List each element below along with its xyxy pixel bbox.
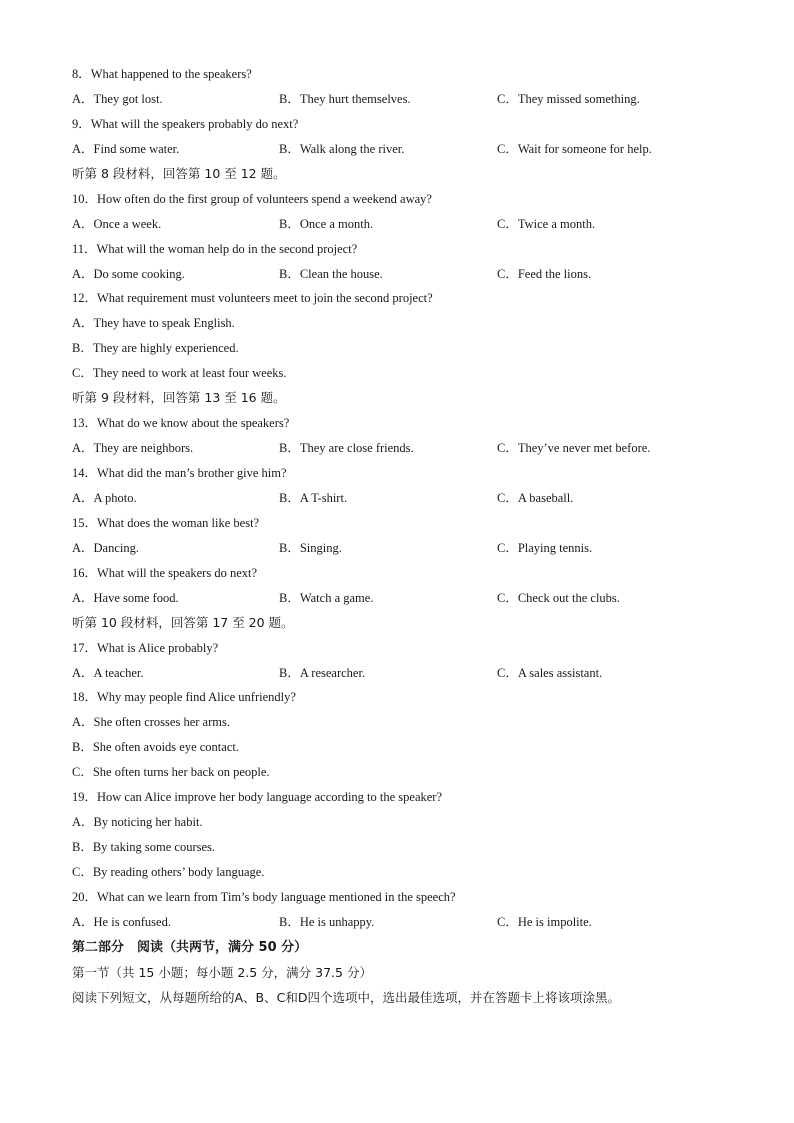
options-row-q14 xyxy=(72,486,732,511)
option-q14-a: A．A photo. xyxy=(72,490,137,505)
option-q10-c: C．Twice a month. xyxy=(497,216,596,231)
option-q9-a: A．Find some water. xyxy=(72,141,180,156)
part-two xyxy=(72,936,732,1011)
option-q13-b: B．They are close friends. xyxy=(279,441,414,456)
option-q19-c: C．By reading others’ body language. xyxy=(72,865,265,879)
question-stem-q12: 12．What requirement must volunteers meet to join the second project? xyxy=(72,291,433,306)
question-stem-q18: 18．Why may people find Alice unfriendly? xyxy=(72,690,296,705)
question-stem-q8: 8．What happened to the speakers? xyxy=(72,67,252,81)
option-q17-c: C．A sales assistant. xyxy=(497,665,603,680)
option-q12-a: A．They have to speak English. xyxy=(72,316,235,331)
question-stem-q13: 13．What do we know about the speakers? xyxy=(72,416,290,431)
option-q16-a: A．Have some food. xyxy=(72,590,179,605)
option-q8-b: B．They hurt themselves. xyxy=(279,91,411,106)
option-q19-a: A．By noticing her habit. xyxy=(72,815,203,830)
exam-page xyxy=(72,62,732,935)
option-q15-a: A．Dancing. xyxy=(72,540,139,555)
option-q17-b: B．A researcher. xyxy=(279,665,366,680)
question-stem-q9: 9．What will the speakers probably do next? xyxy=(72,116,299,131)
option-q11-b: B．Clean the house. xyxy=(279,266,383,281)
option-q17-a: A．A teacher. xyxy=(72,665,144,680)
section-instruction: 听第 10 段材料，回答第 17 至 20 题。 xyxy=(72,614,294,630)
option-q10-b: B．Once a month. xyxy=(279,216,374,231)
options-row-q16 xyxy=(72,586,732,611)
question-stem-q14: 14．What did the man’s brother give him? xyxy=(72,466,287,480)
options-row-q17 xyxy=(72,661,732,686)
option-q13-a: A．They are neighbors. xyxy=(72,441,194,456)
option-q20-b: B．He is unhappy. xyxy=(279,914,375,929)
options-row-q20 xyxy=(72,910,732,935)
option-q15-c: C．Playing tennis. xyxy=(497,540,593,555)
reading-instruction: 阅读下列短文，从每题所给的A、B、C和D四个选项中，选出最佳选项，并在答题卡上将该项涂黑。 xyxy=(72,989,620,1005)
options-row-q11 xyxy=(72,262,732,287)
section-one-heading: 第一节（共 15 小题；每小题 2.5 分，满分 37.5 分） xyxy=(72,964,372,980)
option-q8-a: A．They got lost. xyxy=(72,91,163,106)
options-row-q10 xyxy=(72,212,732,237)
options-row-q13 xyxy=(72,436,732,461)
question-stem-q16: 16．What will the speakers do next? xyxy=(72,565,258,580)
option-q12-b: B．They are highly experienced. xyxy=(72,341,239,356)
question-stem-q17: 17．What is Alice probably? xyxy=(72,640,219,655)
option-q11-c: C．Feed the lions. xyxy=(497,266,592,281)
option-q18-c: C．She often turns her back on people. xyxy=(72,765,270,780)
section-instruction: 听第 9 段材料，回答第 13 至 16 题。 xyxy=(72,390,286,406)
question-stem-q15: 15．What does the woman like best? xyxy=(72,515,260,530)
question-stem-q10: 10．How often do the first group of volunteers spend a weekend away? xyxy=(72,191,432,206)
option-q9-c: C．Wait for someone for help. xyxy=(497,141,652,156)
section-instruction: 听第 8 段材料，回答第 10 至 12 题。 xyxy=(72,165,286,181)
option-q12-c: C．They need to work at least four weeks. xyxy=(72,366,287,381)
option-q11-a: A．Do some cooking. xyxy=(72,266,185,281)
option-q8-c: C．They missed something. xyxy=(497,91,640,106)
option-q14-c: C．A baseball. xyxy=(497,490,574,505)
option-q16-b: B．Watch a game. xyxy=(279,590,374,605)
option-q16-c: C．Check out the clubs. xyxy=(497,590,620,605)
option-q19-b: B．By taking some courses. xyxy=(72,840,216,855)
option-q20-a: A．He is confused. xyxy=(72,914,171,929)
option-q14-b: B．A T-shirt. xyxy=(279,490,348,505)
option-q9-b: B．Walk along the river. xyxy=(279,141,405,156)
options-row-q15 xyxy=(72,536,732,561)
question-stem-q19: 19．How can Alice improve her body language according to the speaker? xyxy=(72,790,443,805)
option-q20-c: C．He is impolite. xyxy=(497,914,592,929)
question-stem-q11: 11．What will the woman help do in the second project? xyxy=(72,241,358,256)
options-row-q8 xyxy=(72,87,732,112)
part-two-title: 第二部分 阅读（共两节，满分 50 分） xyxy=(72,940,308,955)
option-q18-a: A．She often crosses her arms. xyxy=(72,715,230,730)
options-row-q9 xyxy=(72,137,732,162)
option-q13-c: C．They’ve never met before. xyxy=(497,441,651,456)
option-q18-b: B．She often avoids eye contact. xyxy=(72,740,239,755)
question-stem-q20: 20．What can we learn from Tim’s body language mentioned in the speech? xyxy=(72,889,456,904)
option-q10-a: A．Once a week. xyxy=(72,216,162,231)
option-q15-b: B．Singing. xyxy=(279,540,342,555)
